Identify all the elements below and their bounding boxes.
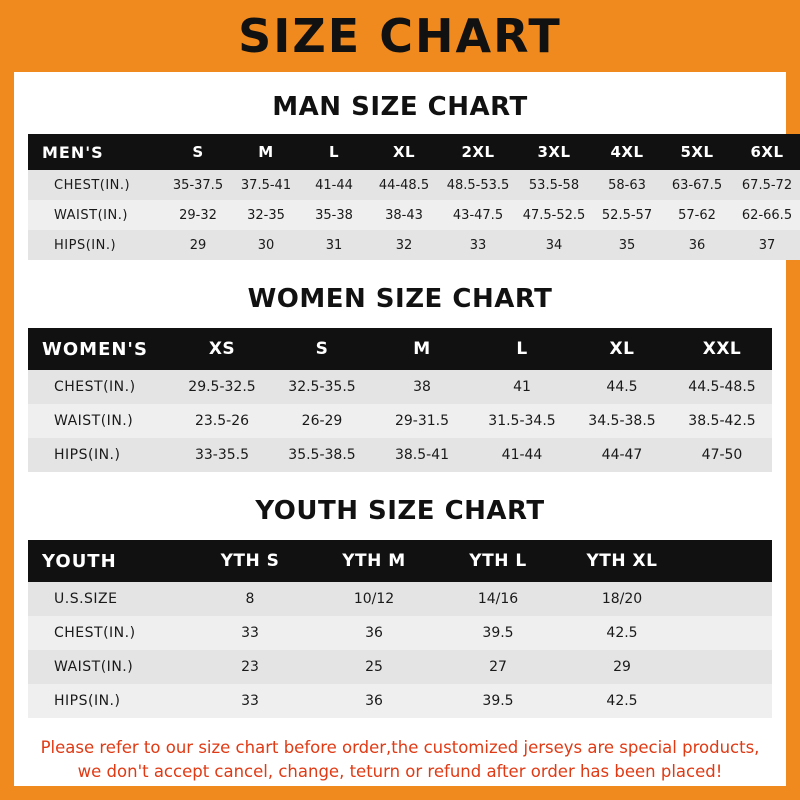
women-waist-xxl: 38.5-42.5 bbox=[672, 404, 772, 438]
youth-hips-xl: 42.5 bbox=[560, 684, 684, 718]
women-waist-m: 29-31.5 bbox=[372, 404, 472, 438]
man-chest-5xl: 63-67.5 bbox=[662, 170, 732, 200]
man-hips-s: 29 bbox=[164, 230, 232, 260]
table-row bbox=[28, 230, 800, 260]
women-waist-l: 31.5-34.5 bbox=[472, 404, 572, 438]
youth-hips-l: 39.5 bbox=[436, 684, 560, 718]
youth-ussize-s: 8 bbox=[188, 582, 312, 616]
women-row-hips-label: HIPS(IN.) bbox=[28, 438, 172, 472]
women-header-xxl: XXL bbox=[672, 328, 772, 370]
table-row bbox=[28, 438, 772, 472]
women-table-header-row bbox=[28, 328, 772, 370]
man-header-s: S bbox=[164, 134, 232, 170]
man-hips-l: 31 bbox=[300, 230, 368, 260]
man-hips-2xl: 33 bbox=[440, 230, 516, 260]
women-waist-s: 26-29 bbox=[272, 404, 372, 438]
women-row-chest-label: CHEST(IN.) bbox=[28, 370, 172, 404]
man-hips-m: 30 bbox=[232, 230, 300, 260]
youth-row-waist-label: WAIST(IN.) bbox=[28, 650, 188, 684]
man-chest-6xl: 67.5-72 bbox=[732, 170, 800, 200]
youth-waist-l: 27 bbox=[436, 650, 560, 684]
man-chest-l: 41-44 bbox=[300, 170, 368, 200]
youth-row-ussize-label: U.S.SIZE bbox=[28, 582, 188, 616]
man-row-waist-label: WAIST(IN.) bbox=[28, 200, 164, 230]
youth-ussize-l: 14/16 bbox=[436, 582, 560, 616]
man-header-4xl: 4XL bbox=[592, 134, 662, 170]
women-hips-xxl: 47-50 bbox=[672, 438, 772, 472]
youth-chest-s: 33 bbox=[188, 616, 312, 650]
man-waist-6xl: 62-66.5 bbox=[732, 200, 800, 230]
youth-waist-xl: 29 bbox=[560, 650, 684, 684]
women-hips-l: 41-44 bbox=[472, 438, 572, 472]
youth-waist-s: 23 bbox=[188, 650, 312, 684]
man-chest-s: 35-37.5 bbox=[164, 170, 232, 200]
man-waist-2xl: 43-47.5 bbox=[440, 200, 516, 230]
man-row-hips-label: HIPS(IN.) bbox=[28, 230, 164, 260]
footer-note-line1: Please refer to our size chart before order,the customized jerseys are special products, bbox=[40, 738, 760, 757]
youth-chest-m: 36 bbox=[312, 616, 436, 650]
youth-hips-m: 36 bbox=[312, 684, 436, 718]
man-header-l: L bbox=[300, 134, 368, 170]
women-hips-xl: 44-47 bbox=[572, 438, 672, 472]
youth-header-l: YTH L bbox=[436, 540, 560, 582]
table-row bbox=[28, 200, 800, 230]
women-size-table bbox=[28, 328, 772, 472]
footer-note bbox=[40, 736, 760, 784]
youth-chest-spacer bbox=[684, 616, 772, 650]
youth-ussize-spacer bbox=[684, 582, 772, 616]
youth-chest-xl: 42.5 bbox=[560, 616, 684, 650]
women-hips-m: 38.5-41 bbox=[372, 438, 472, 472]
man-header-3xl: 3XL bbox=[516, 134, 592, 170]
table-row bbox=[28, 582, 772, 616]
women-chest-m: 38 bbox=[372, 370, 472, 404]
man-waist-l: 35-38 bbox=[300, 200, 368, 230]
man-waist-xl: 38-43 bbox=[368, 200, 440, 230]
women-header-xl: XL bbox=[572, 328, 672, 370]
man-table-header-row bbox=[28, 134, 800, 170]
youth-header-spacer bbox=[684, 540, 772, 582]
youth-header-xl: YTH XL bbox=[560, 540, 684, 582]
women-hips-s: 35.5-38.5 bbox=[272, 438, 372, 472]
man-waist-4xl: 52.5-57 bbox=[592, 200, 662, 230]
youth-section-title: YOUTH SIZE CHART bbox=[255, 496, 545, 526]
women-waist-xl: 34.5-38.5 bbox=[572, 404, 672, 438]
man-hips-4xl: 35 bbox=[592, 230, 662, 260]
table-row bbox=[28, 684, 772, 718]
man-chest-2xl: 48.5-53.5 bbox=[440, 170, 516, 200]
women-chest-xs: 29.5-32.5 bbox=[172, 370, 272, 404]
table-row bbox=[28, 616, 772, 650]
footer-note-line2: we don't accept cancel, change, teturn or refund after order has been placed! bbox=[77, 761, 723, 781]
youth-ussize-xl: 18/20 bbox=[560, 582, 684, 616]
content-area bbox=[14, 92, 793, 784]
man-waist-m: 32-35 bbox=[232, 200, 300, 230]
women-hips-xs: 33-35.5 bbox=[172, 438, 272, 472]
table-row bbox=[28, 370, 772, 404]
women-waist-xs: 23.5-26 bbox=[172, 404, 272, 438]
women-header-l: L bbox=[472, 328, 572, 370]
man-header-2xl: 2XL bbox=[440, 134, 516, 170]
man-size-table bbox=[28, 134, 800, 260]
youth-table-header-row bbox=[28, 540, 772, 582]
women-section-title: WOMEN SIZE CHART bbox=[247, 284, 553, 314]
man-hips-5xl: 36 bbox=[662, 230, 732, 260]
women-header-label: WOMEN'S bbox=[28, 328, 172, 370]
man-hips-3xl: 34 bbox=[516, 230, 592, 260]
women-row-waist-label: WAIST(IN.) bbox=[28, 404, 172, 438]
bottom-accent-bar bbox=[14, 786, 786, 800]
women-header-xs: XS bbox=[172, 328, 272, 370]
man-header-label: MEN'S bbox=[28, 134, 164, 170]
youth-header-m: YTH M bbox=[312, 540, 436, 582]
youth-hips-spacer bbox=[684, 684, 772, 718]
man-waist-s: 29-32 bbox=[164, 200, 232, 230]
page-title: SIZE CHART bbox=[238, 9, 562, 63]
table-row bbox=[28, 404, 772, 438]
youth-size-table bbox=[28, 540, 772, 718]
table-row bbox=[28, 170, 800, 200]
man-chest-3xl: 53.5-58 bbox=[516, 170, 592, 200]
women-chest-xxl: 44.5-48.5 bbox=[672, 370, 772, 404]
man-header-xl: XL bbox=[368, 134, 440, 170]
man-chest-xl: 44-48.5 bbox=[368, 170, 440, 200]
youth-header-s: YTH S bbox=[188, 540, 312, 582]
man-hips-xl: 32 bbox=[368, 230, 440, 260]
man-header-5xl: 5XL bbox=[662, 134, 732, 170]
youth-row-hips-label: HIPS(IN.) bbox=[28, 684, 188, 718]
youth-waist-spacer bbox=[684, 650, 772, 684]
man-waist-3xl: 47.5-52.5 bbox=[516, 200, 592, 230]
youth-waist-m: 25 bbox=[312, 650, 436, 684]
man-row-chest-label: CHEST(IN.) bbox=[28, 170, 164, 200]
man-header-6xl: 6XL bbox=[732, 134, 800, 170]
man-hips-6xl: 37 bbox=[732, 230, 800, 260]
man-header-m: M bbox=[232, 134, 300, 170]
women-chest-s: 32.5-35.5 bbox=[272, 370, 372, 404]
man-chest-m: 37.5-41 bbox=[232, 170, 300, 200]
page-banner bbox=[0, 0, 800, 72]
women-header-s: S bbox=[272, 328, 372, 370]
youth-chest-l: 39.5 bbox=[436, 616, 560, 650]
women-header-m: M bbox=[372, 328, 472, 370]
youth-hips-s: 33 bbox=[188, 684, 312, 718]
women-chest-xl: 44.5 bbox=[572, 370, 672, 404]
youth-header-label: YOUTH bbox=[28, 540, 188, 582]
women-chest-l: 41 bbox=[472, 370, 572, 404]
youth-row-chest-label: CHEST(IN.) bbox=[28, 616, 188, 650]
youth-ussize-m: 10/12 bbox=[312, 582, 436, 616]
man-chest-4xl: 58-63 bbox=[592, 170, 662, 200]
man-section-title: MAN SIZE CHART bbox=[272, 92, 528, 122]
table-row bbox=[28, 650, 772, 684]
man-waist-5xl: 57-62 bbox=[662, 200, 732, 230]
